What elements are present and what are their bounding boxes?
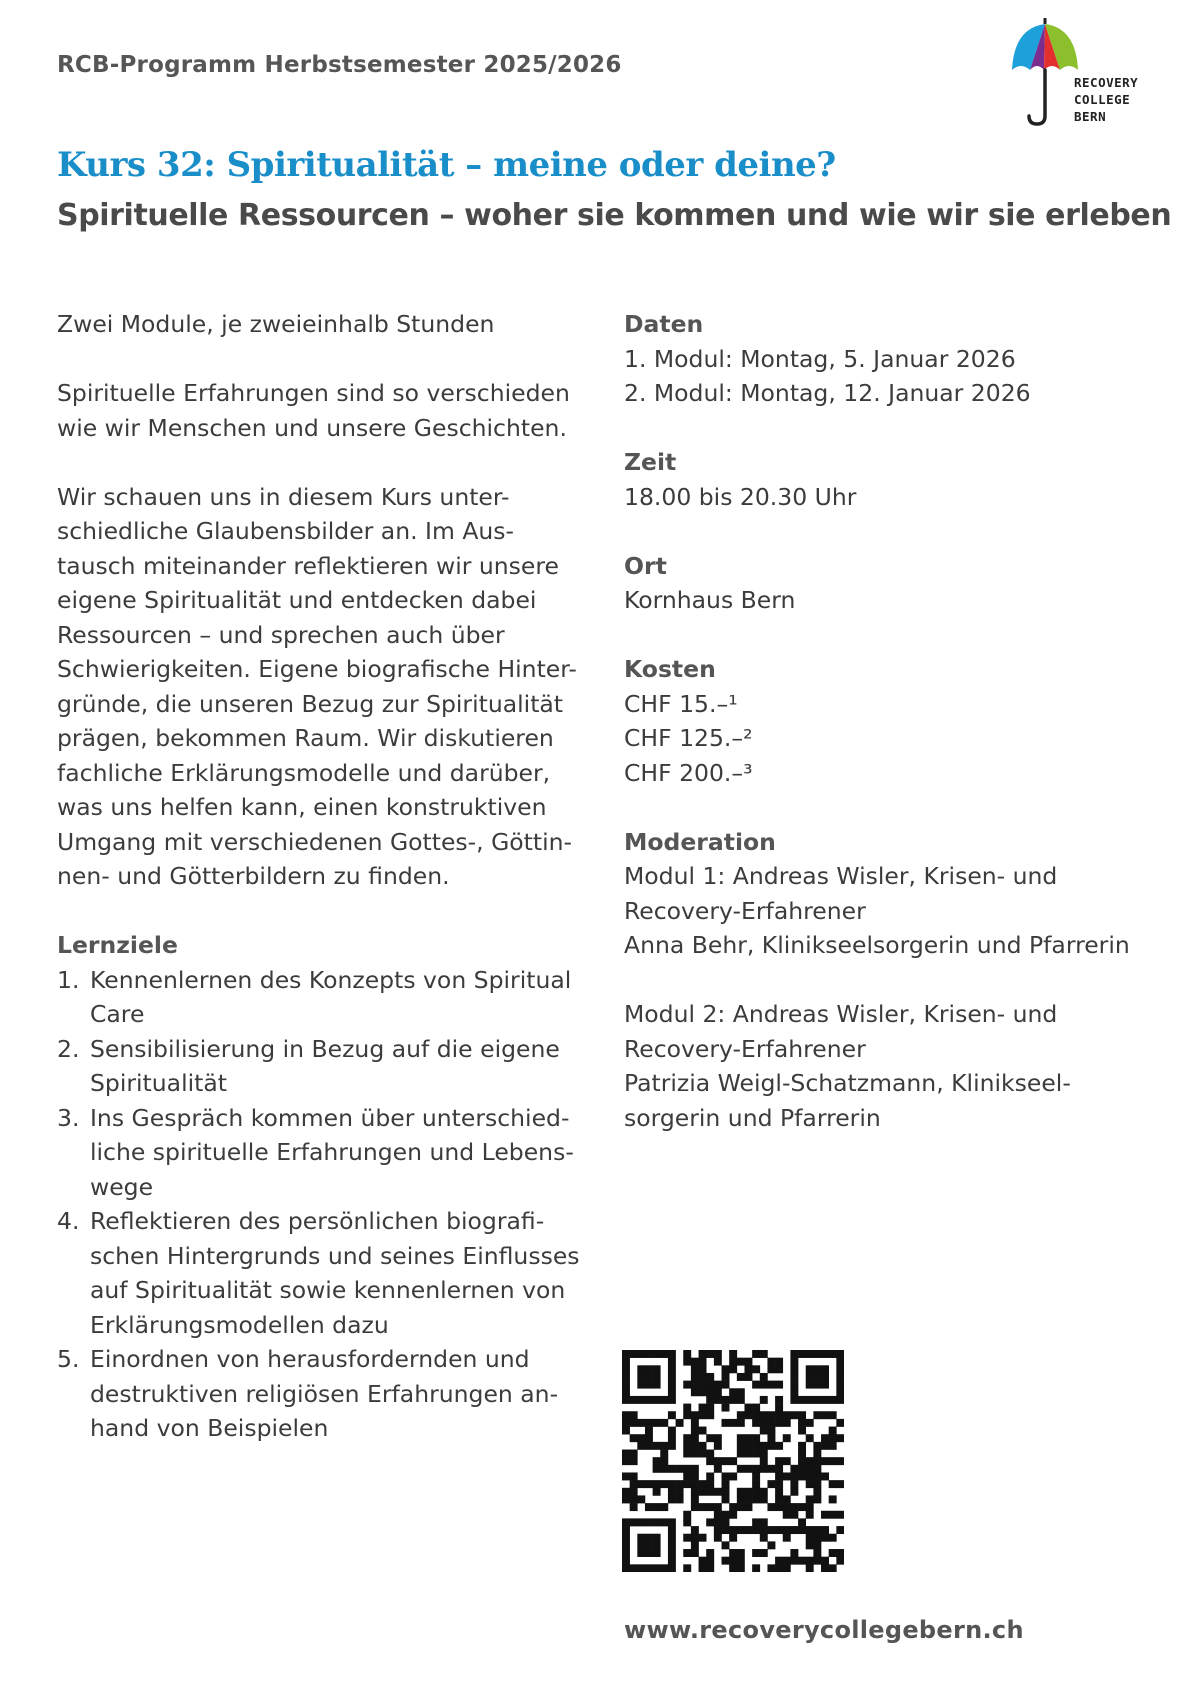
- program-header: RCB-Programm Herbstsemester 2025/2026: [57, 52, 622, 78]
- text-line: eigene Spiritualität und entdecken dabei: [57, 586, 537, 614]
- text-line: nen- und Götterbildern zu finden.: [57, 862, 450, 890]
- text-line: CHF 125.–²: [624, 724, 753, 752]
- text-line: Zwei Module, je zweieinhalb Stunden: [57, 310, 495, 338]
- list-item: [57, 1342, 597, 1446]
- text-line: Kennenlernen des Konzepts von Spiritual: [90, 965, 572, 994]
- text-line: Sensibilisierung in Bezug auf die eigene: [90, 1034, 560, 1063]
- text-line: Modul 2: Andreas Wisler, Krisen- und: [624, 1000, 1058, 1028]
- text-line: Wir schauen uns in diesem Kurs unter-: [57, 482, 510, 511]
- website-link[interactable]: www.recoverycollegebern.ch: [624, 1616, 1024, 1644]
- text-line: 1. Modul: Montag, 5. Januar 2026: [624, 344, 1016, 373]
- text-line: prägen, bekommen Raum. Wir diskutieren: [57, 724, 554, 752]
- list-number: 3.: [57, 1103, 80, 1132]
- text-line: CHF 200.–³: [624, 758, 753, 787]
- qr-code-image: [622, 1350, 844, 1572]
- text-line: wie wir Menschen und unsere Geschichten.: [57, 413, 567, 442]
- text-line: Reflektieren des persönlichen biografi-: [90, 1207, 545, 1235]
- text-line: sorgerin und Pfarrerin: [624, 1103, 881, 1132]
- text-line: Erklärungsmodellen dazu: [90, 1310, 389, 1339]
- list-number: 2.: [57, 1034, 80, 1063]
- zeit-value: [624, 480, 1184, 515]
- list-item: [57, 963, 597, 1032]
- daten-values: [624, 342, 1184, 411]
- lernziele-list: [57, 963, 597, 1446]
- text-line: 18.00 bis 20.30 Uhr: [624, 482, 857, 511]
- lernziele-heading: Lernziele: [57, 931, 178, 959]
- text-line: Ressourcen – und sprechen auch über: [57, 620, 505, 649]
- text-line: CHF 15.–¹: [624, 689, 738, 718]
- kosten-heading: Kosten: [624, 655, 716, 683]
- text-line: Spiritualität: [90, 1069, 227, 1097]
- ort-heading: Ort: [624, 551, 667, 580]
- intro-paragraph: [57, 307, 597, 342]
- text-line: Anna Behr, Klinikseelsorgerin und Pfarrerin: [624, 931, 1130, 959]
- qr-code[interactable]: [622, 1350, 844, 1572]
- text-line: Care: [90, 1000, 145, 1028]
- kosten-values: [624, 687, 1184, 791]
- list-number: 5.: [57, 1345, 80, 1373]
- text-line: was uns helfen kann, einen konstruktiven: [57, 793, 547, 821]
- text-line: schiedliche Glaubensbilder an. Im Aus-: [57, 517, 515, 545]
- text-line: Schwierigkeiten. Eigene biografische Hinter-: [57, 655, 577, 683]
- text-line: 2. Modul: Montag, 12. Januar 2026: [624, 379, 1031, 407]
- text-line: tausch miteinander reflektieren wir unsere: [57, 551, 559, 580]
- text-line: Kornhaus Bern: [624, 586, 796, 614]
- text-line: auf Spiritualität sowie kennenlernen von: [90, 1276, 566, 1304]
- moderation-modul-1: [624, 859, 1184, 963]
- list-item: [57, 1032, 597, 1101]
- daten-heading: Daten: [624, 310, 704, 338]
- zeit-heading: Zeit: [624, 448, 677, 476]
- text-line: hand von Beispielen: [90, 1414, 329, 1442]
- left-column: [57, 307, 597, 1446]
- text-line: Umgang mit verschiedenen Gottes-, Göttin-: [57, 827, 573, 856]
- text-line: fachliche Erklärungsmodelle und darüber,: [57, 758, 551, 787]
- logo-line: COLLEGE: [1074, 92, 1131, 107]
- text-line: Patrizia Weigl-Schatzmann, Klinikseel-: [624, 1069, 1071, 1097]
- list-number: 4.: [57, 1207, 80, 1235]
- text-line: Modul 1: Andreas Wisler, Krisen- und: [624, 862, 1058, 890]
- recovery-college-logo: [1010, 16, 1160, 128]
- ort-value: [624, 583, 1184, 618]
- umbrella-icon: [1010, 16, 1080, 128]
- text-line: wege: [90, 1172, 154, 1201]
- logo-line: RECOVERY: [1074, 75, 1139, 90]
- list-number: 1.: [57, 965, 80, 994]
- description-paragraph-1: [57, 376, 597, 445]
- text-line: Recovery-Erfahrener: [624, 1034, 866, 1063]
- text-line: Ins Gespräch kommen über unterschied-: [90, 1103, 570, 1132]
- text-line: schen Hintergrunds und seines Einflusses: [90, 1241, 580, 1270]
- logo-wordmark: [1074, 74, 1138, 125]
- moderation-heading: Moderation: [624, 827, 776, 856]
- logo-line: BERN: [1074, 109, 1107, 124]
- course-subtitle: Spirituelle Ressourcen – woher sie kommen und wie wir sie erleben: [57, 198, 1172, 233]
- text-line: Spirituelle Erfahrungen sind so verschieden: [57, 379, 570, 407]
- list-item: [57, 1204, 597, 1342]
- moderation-modul-2: [624, 997, 1184, 1135]
- course-title: Kurs 32: Spiritualität – meine oder deine?: [57, 145, 836, 185]
- text-line: gründe, die unseren Bezug zur Spiritualität: [57, 689, 564, 718]
- list-item: [57, 1101, 597, 1205]
- description-paragraph-2: [57, 480, 597, 894]
- text-line: Einordnen von herausfordernden und: [90, 1345, 530, 1373]
- text-line: liche spirituelle Erfahrungen und Lebens-: [90, 1138, 574, 1166]
- text-line: Recovery-Erfahrener: [624, 896, 866, 925]
- right-column: [624, 307, 1184, 1135]
- text-line: destruktiven religiösen Erfahrungen an-: [90, 1379, 559, 1408]
